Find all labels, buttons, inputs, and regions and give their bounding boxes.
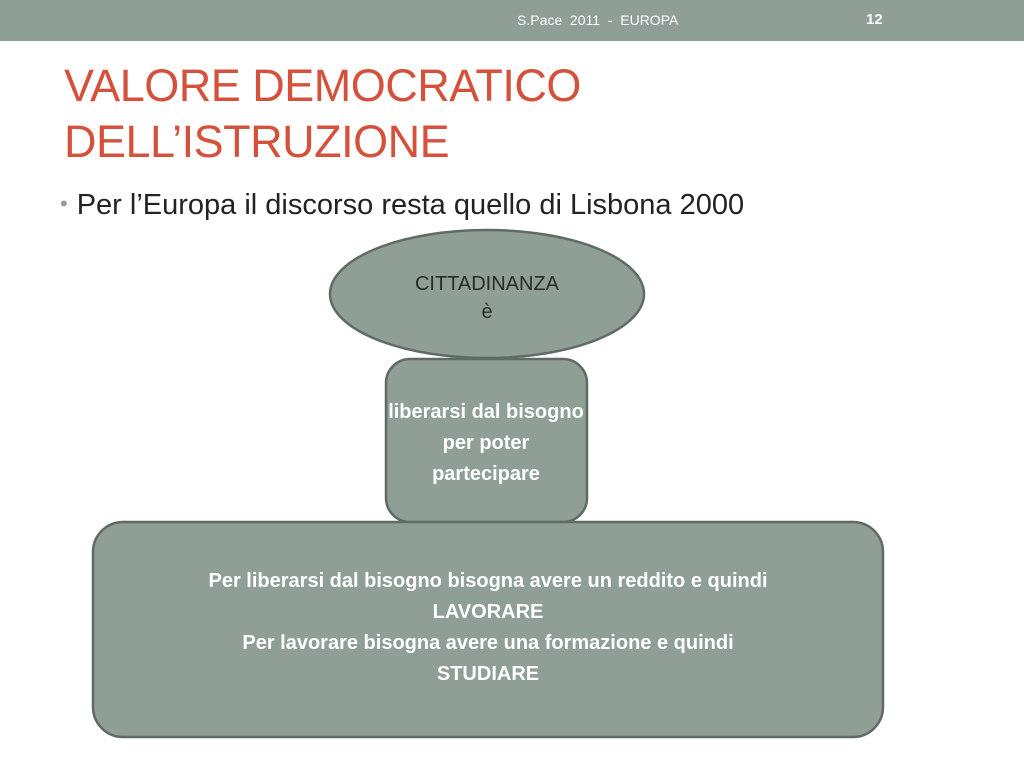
footer-text: S.Pace 2011 - EUROPA bbox=[517, 12, 679, 28]
bottom-box-line-3: Per lavorare bisogna avere una formazione e quindi bbox=[242, 632, 734, 654]
ellipse-line-1: CITTADINANZA bbox=[414, 273, 560, 295]
slide-number: 12 bbox=[866, 11, 883, 28]
bottom-box-line-4: STUDIARE bbox=[436, 663, 540, 685]
bullet-text: Per l’Europa il discorso resta quello di Lisbona 2000 bbox=[76, 189, 745, 221]
middle-box-label: liberarsi dal bisogno per poter partecipare bbox=[388, 400, 584, 485]
bottom-box-line-1: Per liberarsi dal bisogno bisogna avere un reddito e quindi bbox=[208, 570, 768, 592]
title-line-2: DELL’ISTRUZIONE bbox=[64, 116, 450, 167]
title-line-1: VALORE DEMOCRATICO bbox=[64, 60, 581, 111]
bottom-box-line-2: LAVORARE bbox=[432, 601, 544, 623]
bullet-icon: • bbox=[60, 191, 68, 216]
bottom-box-label bbox=[100, 566, 876, 694]
ellipse-label bbox=[345, 268, 629, 328]
ellipse-line-2: è bbox=[481, 301, 493, 323]
